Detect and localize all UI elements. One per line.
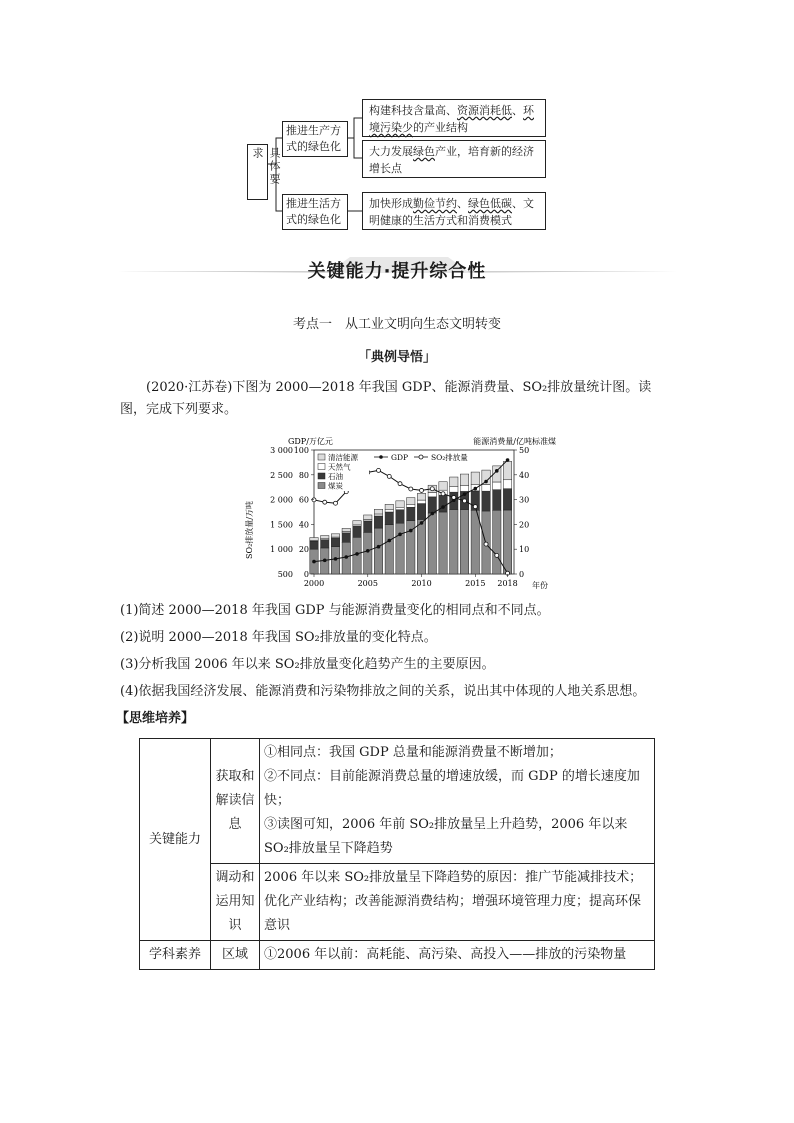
x-axis-unit: 年份 xyxy=(532,581,548,590)
energy-bar-天然气 xyxy=(396,507,404,509)
so2-point xyxy=(430,487,434,491)
example-tag: 「典例导悟」 xyxy=(357,350,436,365)
energy-bar-石油 xyxy=(331,538,339,547)
legend-label: 天然气 xyxy=(328,462,351,472)
energy-bar-石油 xyxy=(364,521,372,532)
gdp-point xyxy=(441,505,445,509)
legend-label: 清洁能源 xyxy=(328,453,358,462)
energy-bar-清洁能源 xyxy=(385,504,393,509)
concept-leaf-industry: 构建科技含量高、资源消耗低、环境污染少的产业结构 xyxy=(362,99,546,137)
so2-axis-title: SO₂排放量/万吨 xyxy=(245,501,254,559)
energy-bar-天然气 xyxy=(482,484,490,491)
section-banner-title: 关键能力·提升综合性 xyxy=(307,261,487,282)
energy-bar-石油 xyxy=(417,504,425,520)
energy-bar-天然气 xyxy=(417,500,425,503)
so2-tick-label: 1 000 xyxy=(270,545,293,555)
energy-bar-清洁能源 xyxy=(417,493,425,500)
so2-point xyxy=(495,553,499,557)
gdp-axis-title: GDP/万亿元 xyxy=(288,437,333,446)
legend-label: SO₂排放量 xyxy=(431,453,468,462)
concept-root: 具体要求 xyxy=(247,144,268,200)
energy-bar-清洁能源 xyxy=(364,515,372,519)
acquire-content xyxy=(260,739,655,864)
energy-bar-天然气 xyxy=(428,492,436,496)
concept-branch-production: 推进生产方式的绿色化 xyxy=(282,121,348,157)
question-4: (4)依据我国经济发展、能源消费和污染物排放之间的关系，说出其中体现的人地关系思想。 xyxy=(120,684,646,699)
energy-tick-label: 40 xyxy=(519,470,530,480)
gdp-point xyxy=(355,552,359,556)
gdp-point xyxy=(323,559,327,563)
energy-bar-煤炭 xyxy=(503,510,511,574)
energy-bar-石油 xyxy=(353,526,361,537)
so2-tick-label: 2 000 xyxy=(270,495,293,505)
year-tick-label: 2005 xyxy=(357,579,378,588)
so2-point xyxy=(452,495,456,499)
so2-point xyxy=(409,487,413,491)
apply-content: 2006 年以来 SO₂排放量呈下降趋势的原因：推广节能减排技术；优化产业结构；改善能源消费结构；增强环境管理力度；提高环保意识 xyxy=(260,864,655,941)
legend-label: GDP xyxy=(391,453,409,462)
energy-bar-清洁能源 xyxy=(450,477,458,487)
energy-bar-石油 xyxy=(374,516,382,528)
sub-label-apply: 调动和运用知识 xyxy=(211,864,260,941)
question-2: (2)说明 2000—2018 年我国 SO₂排放量的变化特点。 xyxy=(120,630,437,645)
acquire-point-2: ②不同点：目前能源消费总量的增速放缓，而 GDP 的增长速度加快； xyxy=(264,769,640,808)
gdp-tick-label: 20 xyxy=(298,545,309,555)
so2-point xyxy=(387,474,391,478)
energy-bar-清洁能源 xyxy=(460,474,468,486)
energy-bar-石油 xyxy=(407,507,415,520)
table-row xyxy=(140,941,655,970)
gdp-point xyxy=(387,539,391,543)
gdp-point xyxy=(495,469,499,473)
legend-swatch xyxy=(318,473,325,479)
gdp-tick-label: 40 xyxy=(298,520,309,530)
energy-tick-label: 50 xyxy=(519,446,530,455)
so2-point xyxy=(420,488,424,492)
energy-bar-天然气 xyxy=(450,487,458,492)
energy-bar-天然气 xyxy=(407,504,415,507)
energy-bar-天然气 xyxy=(493,482,501,490)
energy-bar-煤炭 xyxy=(439,512,447,574)
question-3: (3)分析我国 2006 年以来 SO₂排放量变化趋势产生的主要原因。 xyxy=(120,657,495,672)
sub-label-acquire: 获取和解读信息 xyxy=(211,739,260,864)
so2-point xyxy=(484,542,488,546)
energy-tick-label: 10 xyxy=(519,545,530,555)
gdp-point xyxy=(420,521,424,525)
energy-bar-煤炭 xyxy=(450,510,458,574)
energy-tick-label: 20 xyxy=(519,520,530,530)
energy-bar-石油 xyxy=(439,495,447,512)
thinking-header: 【思维培养】 xyxy=(116,711,195,726)
year-tick-label: 2000 xyxy=(303,579,325,588)
legend-label: 煤炭 xyxy=(328,481,343,491)
concept-branch-lifestyle: 推进生活方式的绿色化 xyxy=(282,194,348,230)
acquire-point-1: ①相同点：我国 GDP 总量和能源消费量不断增加； xyxy=(264,745,562,760)
gdp-point xyxy=(398,533,402,537)
energy-bar-清洁能源 xyxy=(503,461,511,479)
energy-tick-label: 30 xyxy=(519,495,530,505)
year-tick-label: 2015 xyxy=(465,579,486,588)
gdp-tick-label: 0 xyxy=(303,570,309,579)
energy-bar-煤炭 xyxy=(374,528,382,574)
gdp-tick-label: 60 xyxy=(298,495,309,505)
energy-bar-石油 xyxy=(310,541,318,549)
energy-bar-清洁能源 xyxy=(407,498,415,505)
concept-leaf-lifestyle: 加快形成勤俭节约、绿色低碳、文明健康的生活方式和消费模式 xyxy=(362,192,546,230)
thinking-table xyxy=(139,738,655,970)
gdp-tick-label: 80 xyxy=(298,470,309,480)
so2-tick-label: 1 500 xyxy=(270,520,293,530)
so2-point xyxy=(323,500,327,504)
table-row xyxy=(140,739,655,864)
energy-bar-石油 xyxy=(482,491,490,511)
gdp-point xyxy=(366,549,370,553)
so2-point xyxy=(377,468,381,472)
gdp-point xyxy=(409,529,413,533)
energy-bar-天然气 xyxy=(385,510,393,512)
energy-bar-清洁能源 xyxy=(342,528,350,531)
energy-bar-石油 xyxy=(396,510,404,523)
sub-label-region: 区域 xyxy=(211,941,260,970)
energy-bar-煤炭 xyxy=(364,532,372,574)
so2-tick-label: 500 xyxy=(277,570,293,579)
legend-gdp-marker xyxy=(379,455,383,459)
energy-bar-煤炭 xyxy=(417,519,425,574)
energy-bar-天然气 xyxy=(460,486,468,492)
energy-bar-清洁能源 xyxy=(396,501,404,507)
gdp-point xyxy=(484,480,488,484)
energy-bar-煤炭 xyxy=(428,513,436,574)
so2-point xyxy=(473,505,477,509)
gdp-point xyxy=(334,557,338,561)
energy-bar-清洁能源 xyxy=(439,482,447,490)
gdp-point xyxy=(506,458,510,462)
energy-bar-石油 xyxy=(321,540,329,548)
energy-bar-天然气 xyxy=(374,514,382,516)
legend-swatch xyxy=(318,464,325,470)
energy-bar-清洁能源 xyxy=(374,509,382,514)
question-1: (1)简述 2000—2018 年我国 GDP 与能源消费量变化的相同点和不同点。 xyxy=(120,603,550,618)
so2-point xyxy=(398,482,402,486)
legend-label: 石油 xyxy=(328,472,343,481)
year-tick-label: 2018 xyxy=(497,579,518,588)
so2-tick-label: 3 000 xyxy=(270,446,293,455)
row-label-literacy: 学科素养 xyxy=(140,941,211,970)
acquire-point-3: ③读图可知，2006 年前 SO₂排放量呈上升趋势，2006 年以来 SO₂排放量呈下降趋势 xyxy=(264,817,628,856)
region-content: ①2006 年以前：高耗能、高污染、高投入——排放的污染物量 xyxy=(260,941,655,970)
energy-axis-title: 能源消费量/亿吨标准煤 xyxy=(473,437,556,446)
energy-bar-清洁能源 xyxy=(321,536,329,539)
gdp-point xyxy=(463,492,467,496)
energy-bar-煤炭 xyxy=(493,510,501,574)
legend-swatch xyxy=(318,483,325,489)
energy-bar-清洁能源 xyxy=(310,538,318,541)
gdp-energy-so2-chart xyxy=(240,428,560,594)
question-intro: (2020·江苏卷)下图为 2000—2018 年我国 GDP、能源消费量、SO₂排放量统计图。读图，完成下列要求。 xyxy=(120,380,652,417)
energy-bar-石油 xyxy=(342,533,350,542)
gdp-point xyxy=(377,545,381,549)
energy-tick-label: 0 xyxy=(519,570,525,579)
energy-bar-天然气 xyxy=(503,480,511,489)
legend-so2-marker xyxy=(419,455,423,459)
table-row xyxy=(140,864,655,941)
gdp-point xyxy=(473,487,477,491)
so2-point xyxy=(441,492,445,496)
energy-bar-清洁能源 xyxy=(353,521,361,525)
subsection-title: 考点一 从工业文明向生态文明转变 xyxy=(292,317,501,332)
row-label-key-ability: 关键能力 xyxy=(140,739,211,941)
so2-point xyxy=(463,499,467,503)
energy-bar-清洁能源 xyxy=(331,534,339,537)
energy-bar-煤炭 xyxy=(460,510,468,574)
so2-tick-label: 2 500 xyxy=(270,470,293,480)
legend-swatch xyxy=(318,454,325,460)
so2-point xyxy=(334,501,338,505)
energy-bar-石油 xyxy=(503,489,511,510)
gdp-point xyxy=(430,512,434,516)
gdp-point xyxy=(312,560,316,564)
energy-bar-煤炭 xyxy=(385,525,393,574)
gdp-tick-label: 100 xyxy=(293,446,309,455)
concept-leaf-green-industry: 大力发展绿色产业，培育新的经济增长点 xyxy=(362,140,546,178)
energy-bar-石油 xyxy=(385,512,393,525)
gdp-point xyxy=(344,555,348,559)
energy-bar-煤炭 xyxy=(471,510,479,574)
energy-bar-石油 xyxy=(428,497,436,513)
year-tick-label: 2010 xyxy=(411,579,432,588)
energy-bar-清洁能源 xyxy=(471,472,479,485)
energy-bar-石油 xyxy=(493,490,501,511)
energy-bar-煤炭 xyxy=(396,523,404,574)
